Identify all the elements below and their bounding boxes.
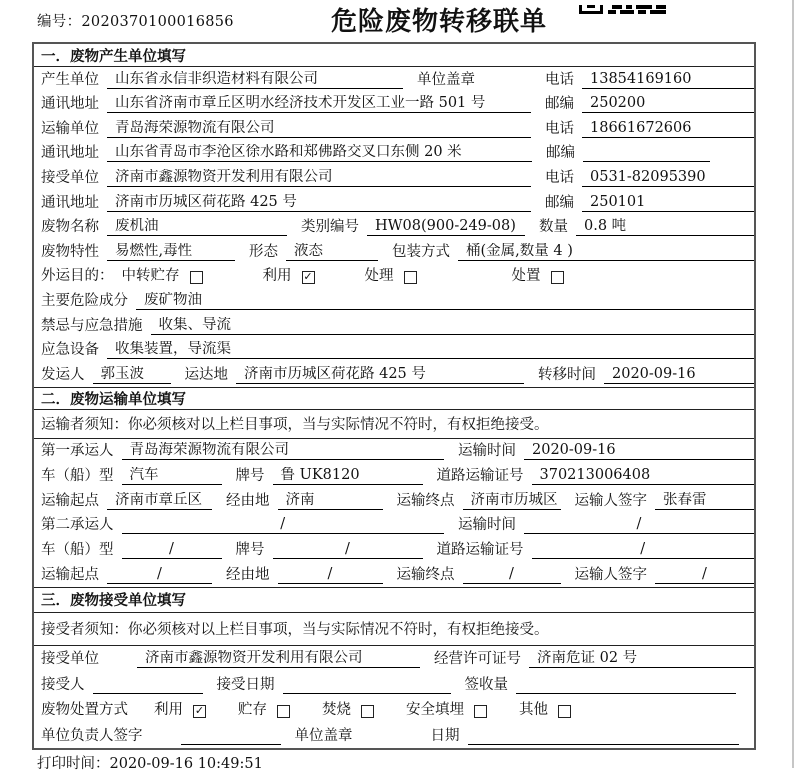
field-value: 250101 <box>582 194 754 212</box>
manifest-form <box>32 42 756 750</box>
form-line <box>34 513 754 538</box>
field-label: 道路运输证号 <box>436 542 524 559</box>
field-value: 郭玉波 <box>93 366 171 384</box>
field-label: 经由地 <box>226 566 270 583</box>
field-value: 张春雷 <box>655 492 754 510</box>
field-label: 接受单位 <box>41 651 99 668</box>
field-value: / <box>524 516 754 534</box>
field-label: 发运人 <box>41 366 85 383</box>
section-1-lines <box>34 67 754 387</box>
field-value: 废机油 <box>107 218 287 236</box>
field-label: 车（船）型 <box>41 542 114 559</box>
field-value: 青岛海荣源物流有限公司 <box>122 442 445 460</box>
field-value: 山东省济南市章丘区明水经济技术开发区工业一路 501 号 <box>107 95 531 113</box>
checkbox-unchecked <box>404 271 417 284</box>
field-value: 370213006408 <box>532 467 755 485</box>
field-label: 第一承运人 <box>41 443 114 460</box>
section-2-notice: 运输者须知：你必须核对以上栏目事项，当与实际情况不符时，有权拒绝接受。 <box>34 410 754 439</box>
field-label: 接受人 <box>41 676 85 693</box>
section-3-header: 三．废物接受单位填写 <box>34 587 754 613</box>
print-time-value: 2020-09-16 10:49:51 <box>109 756 263 772</box>
checkbox-label: 其他 <box>519 702 548 719</box>
field-value: HW08(900-249-08) <box>367 218 525 236</box>
field-value: 山东省永信非织造材料有限公司 <box>107 71 403 89</box>
section-2-header: 二．废物运输单位填写 <box>34 387 754 410</box>
field-value: 废矿物油 <box>136 292 754 310</box>
form-line <box>34 67 754 92</box>
field-value <box>283 693 451 694</box>
form-line <box>34 646 754 672</box>
field-label: 运输单位 <box>41 120 99 137</box>
form-line <box>34 215 754 240</box>
field-value: 18661672606 <box>582 120 754 138</box>
form-line <box>34 671 754 697</box>
field-label: 运输终点 <box>396 566 455 583</box>
checkbox-unchecked <box>551 271 564 284</box>
field-label: 邮编 <box>546 145 575 162</box>
checkbox-unchecked <box>361 705 374 718</box>
print-time-label: 打印时间： <box>37 756 110 772</box>
checkbox-label: 焚烧 <box>322 702 351 719</box>
field-label: 邮编 <box>545 96 574 113</box>
field-label: 转移时间 <box>538 366 596 383</box>
field-value <box>468 744 740 745</box>
field-label: 主要危险成分 <box>41 292 128 309</box>
field-value: 250200 <box>582 95 754 113</box>
field-label: 电话 <box>545 169 574 186</box>
field-value: 0531-82095390 <box>582 169 754 187</box>
checkbox-label: 利用 <box>154 702 183 719</box>
field-label: 运输起点 <box>41 566 99 583</box>
form-line <box>34 562 754 587</box>
field-label: 车（船）型 <box>41 468 114 485</box>
field-value: 汽车 <box>122 467 222 485</box>
field-value <box>583 161 710 162</box>
page-edge-line <box>792 0 794 768</box>
field-value <box>93 693 203 694</box>
field-label: 签收量 <box>464 676 508 693</box>
form-line <box>34 697 754 723</box>
field-value: / <box>122 516 445 534</box>
field-label: 运输时间 <box>458 517 516 534</box>
serial-label: 编号： <box>37 14 82 30</box>
field-label: 数量 <box>539 219 568 236</box>
field-label: 应急设备 <box>41 342 99 359</box>
field-label: 运输起点 <box>41 492 99 509</box>
field-label: 道路运输证号 <box>436 468 524 485</box>
field-label: 接受单位 <box>41 169 99 186</box>
field-label: 运输人签字 <box>574 492 647 509</box>
section-2-lines <box>34 439 754 587</box>
field-label: 单位盖章 <box>294 727 353 744</box>
form-line <box>34 116 754 141</box>
page-title: 危险废物转移联单 <box>331 7 548 37</box>
field-label: 经营许可证号 <box>434 651 521 668</box>
section-3-lines <box>34 646 754 748</box>
print-time <box>37 752 263 773</box>
form-line <box>34 92 754 117</box>
checkbox-label: 处理 <box>364 268 394 285</box>
section-1-header: 一．废物产生单位填写 <box>34 44 754 67</box>
field-label: 运达地 <box>184 366 228 383</box>
field-label: 第二承运人 <box>41 517 114 534</box>
field-label: 通讯地址 <box>41 96 99 113</box>
field-value: / <box>273 541 423 559</box>
field-value: 桶(金属,数量 4 ) <box>458 243 754 261</box>
field-label: 运输时间 <box>458 443 516 460</box>
field-label: 牌号 <box>235 468 265 485</box>
form-line <box>34 239 754 264</box>
form-line <box>34 488 754 513</box>
checkbox-checked: ✓ <box>303 270 313 284</box>
checkbox-unchecked <box>474 705 487 718</box>
field-value: 2020-09-16 <box>604 366 754 384</box>
field-label: 禁忌与应急措施 <box>41 317 143 334</box>
form-line <box>34 439 754 464</box>
field-label: 单位盖章 <box>417 71 475 88</box>
qr-code-fragment <box>579 0 667 10</box>
field-value: / <box>532 541 755 559</box>
field-label: 通讯地址 <box>41 194 99 211</box>
checkbox-label: 贮存 <box>238 702 267 719</box>
field-value: / <box>278 566 383 584</box>
checkbox-label: 处置 <box>511 268 541 285</box>
field-value: 鲁 UK8120 <box>273 467 423 485</box>
field-label: 外运目的： <box>41 268 114 285</box>
checkbox-label: 利用 <box>262 268 292 285</box>
field-value: 济南市章丘区 <box>107 492 212 510</box>
section-3-notice: 接受者须知：你必须核对以上栏目事项，当与实际情况不符时，有权拒绝接受。 <box>34 613 754 646</box>
field-value: / <box>107 566 212 584</box>
field-label: 日期 <box>430 727 460 744</box>
field-label: 单位负责人签字 <box>41 727 143 744</box>
form-line <box>34 722 754 748</box>
field-label: 接受日期 <box>216 676 275 693</box>
checkbox-unchecked <box>558 705 571 718</box>
field-label: 废物特性 <box>41 243 99 260</box>
field-label: 形态 <box>249 243 278 260</box>
field-label: 电话 <box>545 120 574 137</box>
field-label: 废物名称 <box>41 219 99 236</box>
form-line <box>34 362 754 387</box>
field-label: 牌号 <box>235 542 265 559</box>
field-value: 山东省青岛市李沧区徐水路和郑佛路交叉口东侧 20 米 <box>107 144 532 162</box>
form-line <box>34 190 754 215</box>
field-label: 废物处置方式 <box>41 702 128 719</box>
field-value: 济南市鑫源物资开发利用有限公司 <box>107 169 531 187</box>
field-label: 包装方式 <box>392 243 450 260</box>
checkbox-label: 中转贮存 <box>121 268 180 285</box>
field-label: 运输终点 <box>396 492 455 509</box>
form-line <box>34 264 754 289</box>
checkbox-label: 安全填埋 <box>406 702 464 719</box>
field-value <box>516 693 736 694</box>
field-label: 产生单位 <box>41 71 99 88</box>
checkbox-unchecked <box>190 271 203 284</box>
field-value: 易燃性,毒性 <box>107 243 235 261</box>
field-value <box>181 744 281 745</box>
field-value: 济南市历城区 <box>463 492 561 510</box>
form-line <box>34 288 754 313</box>
checkbox-checked: ✓ <box>194 704 205 718</box>
field-value: / <box>655 566 754 584</box>
field-value: 收集装置，导流渠 <box>107 341 754 359</box>
field-label: 邮编 <box>545 194 574 211</box>
form-line <box>34 338 754 363</box>
field-label: 经由地 <box>226 492 270 509</box>
form-line <box>34 537 754 562</box>
serial-value: 2020370100016856 <box>81 14 234 30</box>
field-value: 0.8 吨 <box>576 218 754 236</box>
field-value: 2020-09-16 <box>524 442 754 460</box>
field-value: 济南市鑫源物资开发利用有限公司 <box>137 650 420 668</box>
form-line <box>34 313 754 338</box>
field-label: 类别编号 <box>301 219 359 236</box>
field-value: 收集、导流 <box>151 317 755 335</box>
form-line <box>34 463 754 488</box>
field-value: 13854169160 <box>582 71 754 89</box>
field-value: / <box>463 566 561 584</box>
field-value: 济南危证 02 号 <box>529 650 754 668</box>
field-value: 济南市历城区荷花路 425 号 <box>236 366 524 384</box>
field-value: 济南市历城区荷花路 425 号 <box>107 194 531 212</box>
field-value: 济南 <box>278 492 383 510</box>
form-line <box>34 141 754 166</box>
field-value: / <box>122 541 222 559</box>
field-label: 运输人签字 <box>574 566 647 583</box>
field-value: 青岛海荣源物流有限公司 <box>107 120 531 138</box>
field-label: 通讯地址 <box>41 145 99 162</box>
field-label: 电话 <box>545 71 574 88</box>
form-line <box>34 165 754 190</box>
checkbox-unchecked <box>277 705 290 718</box>
field-value: 液态 <box>286 243 378 261</box>
serial-number <box>37 10 234 31</box>
